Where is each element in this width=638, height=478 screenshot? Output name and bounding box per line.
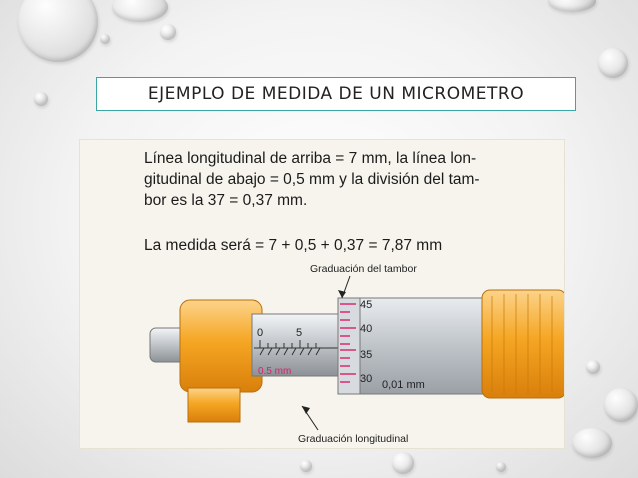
water-drop-decoration xyxy=(392,452,414,474)
sleeve-tick-label: 5 xyxy=(296,327,303,339)
explanation-text xyxy=(144,148,534,211)
water-drop-decoration xyxy=(598,48,628,78)
longitudinal-label-arrowhead xyxy=(302,406,310,414)
water-drop-decoration xyxy=(496,462,506,472)
drum-tick-label: 30 xyxy=(360,373,373,385)
water-drop-decoration xyxy=(300,460,312,472)
drum-tick-label: 35 xyxy=(360,349,373,361)
slide-title: EJEMPLO DE MEDIDA DE UN MICROMETRO xyxy=(147,84,525,104)
frame-foot xyxy=(188,388,240,422)
water-drop-decoration xyxy=(604,388,638,422)
drum-tick-label: 40 xyxy=(360,323,373,335)
micrometer-figure xyxy=(80,140,564,448)
water-drop-decoration xyxy=(100,34,110,44)
water-drop-decoration xyxy=(160,24,176,40)
slide-title-box xyxy=(96,77,576,111)
water-drop-decoration xyxy=(112,0,168,22)
drum-tick-label: 45 xyxy=(360,299,373,311)
water-drop-decoration xyxy=(586,360,600,374)
water-drop-decoration xyxy=(572,428,612,458)
frame-block xyxy=(180,300,262,392)
drum-graduation-label: Graduación del tambor xyxy=(310,263,417,275)
water-drop-decoration xyxy=(34,92,48,106)
half-mm-label: 0.5 mm xyxy=(258,366,292,377)
measurement-result: La medida será = 7 + 0,5 + 0,37 = 7,87 mm xyxy=(144,237,443,254)
water-drop-decoration xyxy=(18,0,98,62)
explanation-line: gitudinal de abajo = 0,5 mm y la división del tam- xyxy=(144,171,480,188)
micrometer-diagram xyxy=(80,260,564,448)
longitudinal-graduation-label: Graduación longitudinal xyxy=(298,433,409,445)
explanation-line: Línea longitudinal de arriba = 7 mm, la línea lon- xyxy=(144,150,477,167)
explanation-line: bor es la 37 = 0,37 mm. xyxy=(144,192,308,209)
resolution-label: 0,01 mm xyxy=(382,379,425,391)
sleeve-tick-label: 0 xyxy=(257,327,264,339)
water-drop-decoration xyxy=(548,0,596,12)
